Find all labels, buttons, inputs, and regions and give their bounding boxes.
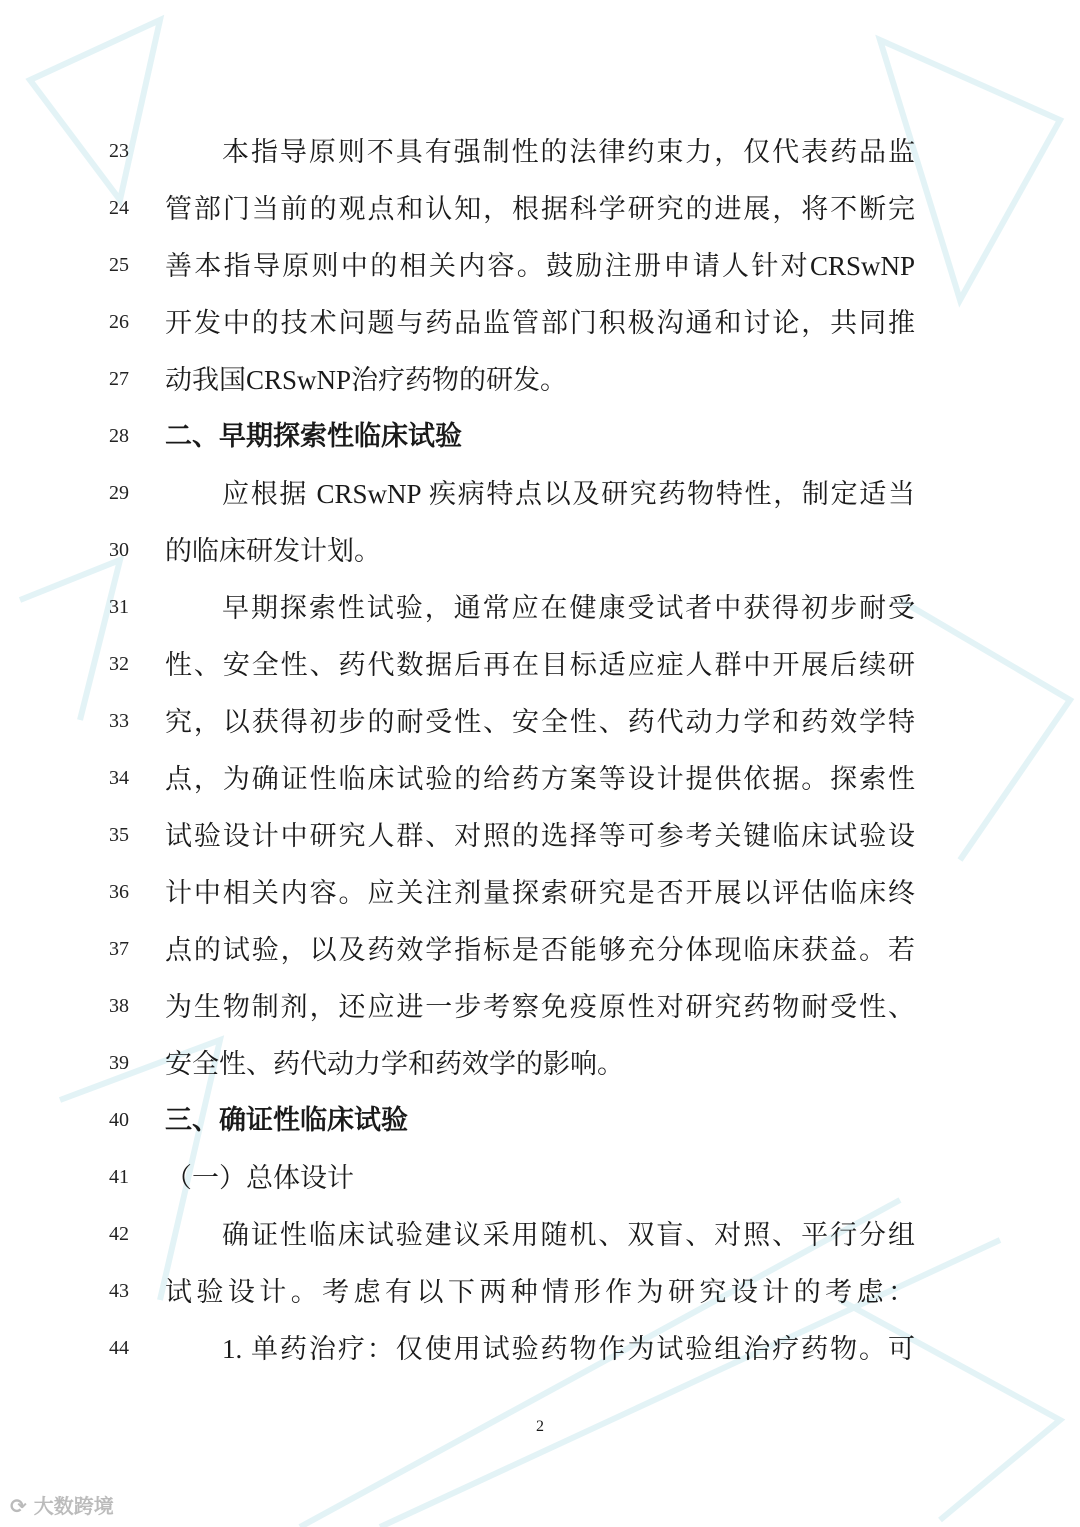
line-number: 26 (109, 311, 129, 333)
line-number: 36 (109, 881, 129, 903)
line-number: 32 (109, 653, 129, 675)
document-line (0, 873, 1080, 913)
document-line (0, 303, 1080, 343)
document-line (0, 1215, 1080, 1255)
line-text: 管部门当前的观点和认知，根据科学研究的进展，将不断完 (165, 194, 915, 224)
line-number: 31 (109, 596, 129, 618)
line-number: 40 (109, 1109, 129, 1131)
watermark-logo-text: 大数跨境 (33, 1494, 114, 1518)
document-line (0, 132, 1080, 172)
line-text: 本指导原则不具有强制性的法律约束力，仅代表药品监 (222, 137, 915, 167)
line-number: 42 (109, 1223, 129, 1245)
document-line (0, 759, 1080, 799)
line-text: 安全性、药代动力学和药效学的影响。 (165, 1049, 624, 1079)
line-text: 应根据 CRSwNP 疾病特点以及研究药物特性，制定适当 (222, 479, 915, 509)
line-number: 27 (109, 368, 129, 390)
line-number: 38 (109, 995, 129, 1017)
line-text: 早期探索性试验，通常应在健康受试者中获得初步耐受 (222, 593, 915, 623)
line-text: 试验设计。考虑有以下两种情形作为研究设计的考虑： (165, 1277, 915, 1307)
line-text: 1. 单药治疗：仅使用试验药物作为试验组治疗药物。可 (222, 1334, 915, 1364)
page-number: 2 (536, 1418, 544, 1435)
document-line (0, 474, 1080, 514)
line-text: 究，以获得初步的耐受性、安全性、药代动力学和药效学特 (165, 707, 915, 737)
document-line (0, 702, 1080, 742)
line-text: 点的试验，以及药效学指标是否能够充分体现临床获益。若 (165, 935, 915, 965)
line-number: 37 (109, 938, 129, 960)
line-text: 点，为确证性临床试验的给药方案等设计提供依据。探索性 (165, 764, 915, 794)
document-line (0, 531, 1080, 571)
document-line (0, 645, 1080, 685)
document-line (0, 1101, 1080, 1141)
document-line (0, 1272, 1080, 1312)
line-number: 35 (109, 824, 129, 846)
document-line (0, 417, 1080, 457)
line-text: 开发中的技术问题与药品监管部门积极沟通和讨论，共同推 (165, 308, 915, 338)
document-line (0, 1044, 1080, 1084)
document-line (0, 1158, 1080, 1198)
line-text: 性、安全性、药代数据后再在目标适应症人群中开展后续研 (165, 650, 915, 680)
line-number: 29 (109, 482, 129, 504)
document-line (0, 930, 1080, 970)
line-text: 动我国CRSwNP治疗药物的研发。 (165, 365, 568, 395)
document-line (0, 360, 1080, 400)
line-text: 确证性临床试验建议采用随机、双盲、对照、平行分组 (222, 1220, 915, 1250)
watermark-logo: ⟳ 大数跨境 (10, 1494, 114, 1518)
line-number: 30 (109, 539, 129, 561)
line-text: 计中相关内容。应关注剂量探索研究是否开展以评估临床终 (165, 878, 915, 908)
line-number: 23 (109, 140, 129, 162)
line-number: 44 (109, 1337, 129, 1359)
document-line (0, 246, 1080, 286)
line-number: 28 (109, 425, 129, 447)
document-line (0, 1329, 1080, 1369)
line-text: 为生物制剂，还应进一步考察免疫原性对研究药物耐受性、 (165, 992, 915, 1022)
line-number: 25 (109, 254, 129, 276)
line-number: 43 (109, 1280, 129, 1302)
line-text: 善本指导原则中的相关内容。鼓励注册申请人针对CRSwNP (165, 251, 915, 281)
section-heading: 二、早期探索性临床试验 (165, 421, 462, 452)
line-text: 的临床研发计划。 (165, 536, 381, 566)
line-number: 34 (109, 767, 129, 789)
document-line (0, 987, 1080, 1027)
line-text: 试验设计中研究人群、对照的选择等可参考关键临床试验设 (165, 821, 915, 851)
section-heading: 三、确证性临床试验 (165, 1105, 408, 1136)
line-text: （一）总体设计 (165, 1163, 354, 1193)
line-number: 33 (109, 710, 129, 732)
document-line (0, 816, 1080, 856)
line-number: 24 (109, 197, 129, 219)
line-number: 41 (109, 1166, 129, 1188)
document-line (0, 588, 1080, 628)
line-number: 39 (109, 1052, 129, 1074)
document-line (0, 189, 1080, 229)
